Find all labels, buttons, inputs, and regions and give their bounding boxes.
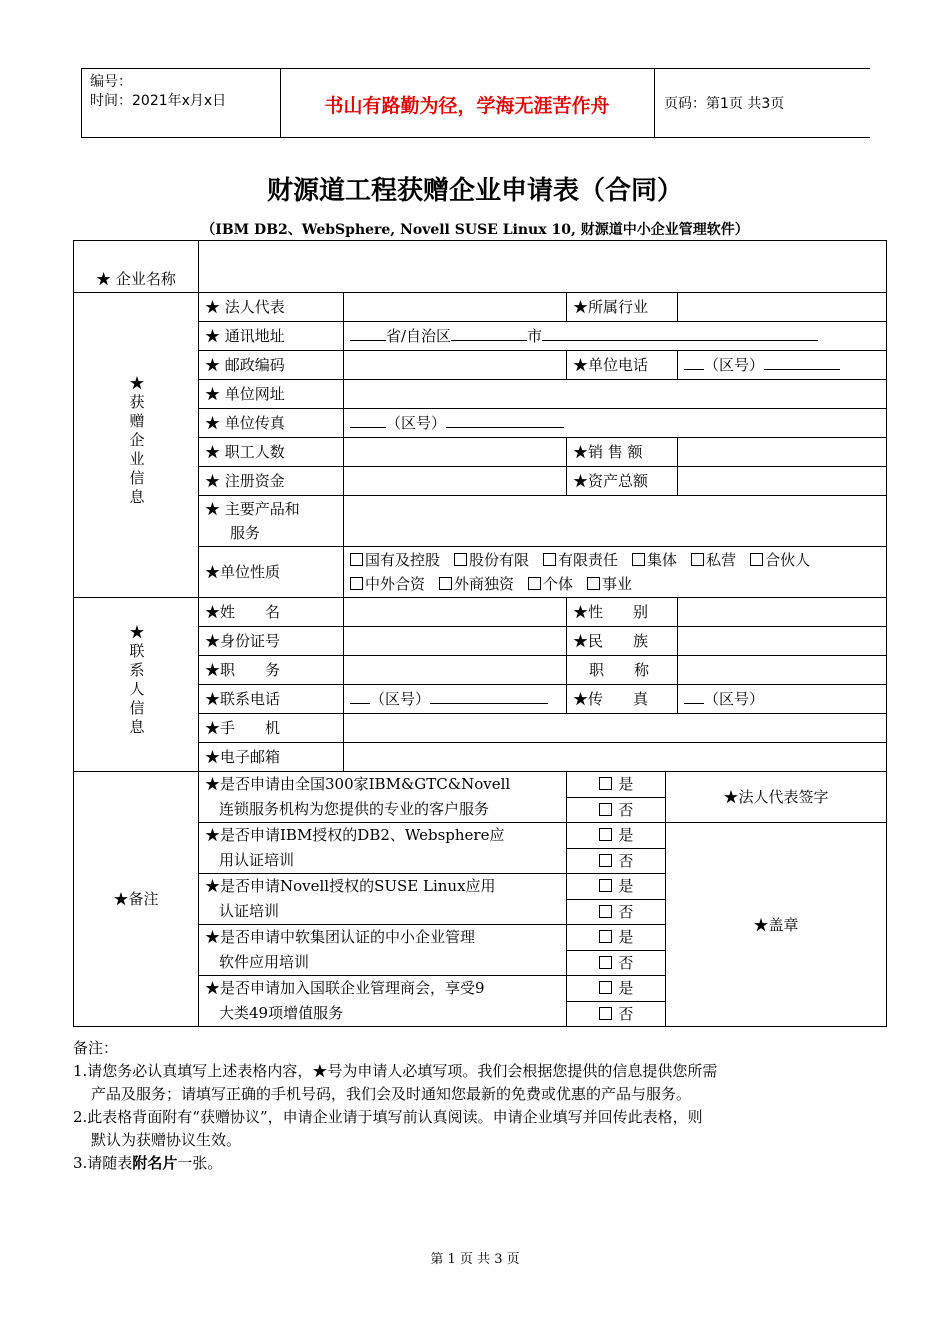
nature-options: [344, 547, 887, 598]
yes-option[interactable]: 是: [567, 874, 666, 900]
title-label: 职 称: [567, 656, 678, 685]
note-2: 2.此表格背面附有“获赠协议”，申请企业请于填写前认真阅读。申请企业填写并回传此表格，则: [73, 1108, 703, 1126]
unit-phone-label: ★单位电话: [567, 351, 678, 380]
email-label: ★电子邮箱: [199, 743, 344, 772]
question-ibm-service: ★是否申请由全国300家IBM&GTC&Novell 连锁服务机构为您提供的专业的客户服务: [199, 772, 567, 823]
header-meta: [90, 73, 226, 111]
contact-fax-label: ★传 真: [567, 685, 678, 714]
industry-label: ★所属行业: [567, 293, 678, 322]
checkbox-icon[interactable]: [528, 577, 541, 590]
yes-option[interactable]: 是: [567, 823, 666, 849]
gender-input[interactable]: [678, 598, 887, 627]
industry-input[interactable]: [678, 293, 887, 322]
seal-label: ★盖章: [666, 823, 887, 1027]
company-name-input[interactable]: [199, 241, 887, 293]
signature-label: ★法人代表签字: [666, 772, 887, 823]
notes-heading: 备注：: [73, 1039, 119, 1057]
nature-option[interactable]: 事业: [587, 575, 632, 593]
yes-option[interactable]: 是: [567, 925, 666, 951]
nature-option[interactable]: 私营: [691, 551, 736, 569]
yes-option[interactable]: 是: [567, 976, 666, 1002]
ethnicity-label: ★民 族: [567, 627, 678, 656]
notes-section: [73, 1037, 813, 1175]
id-number-label: ★身份证号: [199, 627, 344, 656]
checkbox-icon[interactable]: [350, 577, 363, 590]
yes-option[interactable]: 是: [567, 772, 666, 798]
mobile-input[interactable]: [344, 714, 887, 743]
email-input[interactable]: [344, 743, 887, 772]
application-form: [73, 240, 886, 1027]
products-label: ★ 主要产品和 服务: [199, 496, 344, 547]
legal-rep-label: ★ 法人代表: [199, 293, 344, 322]
checkbox-icon[interactable]: [750, 553, 763, 566]
question-novell-training: ★是否申请Novell授权的SUSE Linux应用 认证培训: [199, 874, 567, 925]
assets-label: ★资产总额: [567, 467, 678, 496]
question-ibm-training: ★是否申请IBM授权的DB2、Websphere应 用认证培训: [199, 823, 567, 874]
page-subtitle: （IBM DB2、WebSphere, Novell SUSE Linux 10, 财源道中小企业管理软件）: [201, 222, 749, 238]
postcode-label: ★ 邮政编码: [199, 351, 344, 380]
name-label: ★姓 名: [199, 598, 344, 627]
note-1-cont: 产品及服务；请填写正确的手机号码，我们会及时通知您最新的免费或优惠的产品与服务。: [91, 1085, 692, 1103]
contact-phone-label: ★联系电话: [199, 685, 344, 714]
postcode-input[interactable]: [344, 351, 567, 380]
question-chamber-membership: ★是否申请加入国联企业管理商会，享受9 大类49项增值服务: [199, 976, 567, 1027]
page-header: [81, 68, 870, 138]
fax-input[interactable]: （区号）: [344, 409, 887, 438]
time-label: 时间：2021年x月x日: [90, 93, 227, 109]
sales-input[interactable]: [678, 438, 887, 467]
contact-fax-input[interactable]: （区号）: [678, 685, 887, 714]
gender-label: ★性 别: [567, 598, 678, 627]
header-motto: 书山有路勤为径，学海无涯苦作舟: [324, 95, 610, 117]
sales-label: ★销 售 额: [567, 438, 678, 467]
page-number-label: 页码：第1页 共3页: [664, 96, 785, 112]
page-footer: 第 1 页 共 3 页: [430, 1252, 520, 1267]
mobile-label: ★手 机: [199, 714, 344, 743]
no-option[interactable]: 否: [567, 899, 666, 925]
name-input[interactable]: [344, 598, 567, 627]
assets-input[interactable]: [678, 467, 887, 496]
note-3: 3.请随表附名片一张。: [73, 1154, 223, 1172]
position-label: ★职 务: [199, 656, 344, 685]
nature-option[interactable]: 股份有限: [454, 551, 529, 569]
nature-option[interactable]: 外商独资: [439, 575, 514, 593]
legal-rep-input[interactable]: [344, 293, 567, 322]
checkbox-icon[interactable]: [454, 553, 467, 566]
address-input[interactable]: 省/自治区 市: [344, 322, 887, 351]
nature-option[interactable]: 个体: [528, 575, 573, 593]
nature-option[interactable]: 有限责任: [543, 551, 618, 569]
header-divider: [81, 69, 82, 137]
note-1: 1.请您务必认真填写上述表格内容，★号为申请人必填写项。我们会根据您提供的信息提供您所需: [73, 1062, 718, 1080]
checkbox-icon[interactable]: [439, 577, 452, 590]
website-input[interactable]: [344, 380, 887, 409]
no-option[interactable]: 否: [567, 950, 666, 976]
checkbox-icon[interactable]: [587, 577, 600, 590]
capital-label: ★ 注册资金: [199, 467, 344, 496]
employees-label: ★ 职工人数: [199, 438, 344, 467]
section-contact-info: ★联系人信息: [74, 598, 199, 772]
nature-option[interactable]: 合伙人: [750, 551, 810, 569]
fax-label: ★ 单位传真: [199, 409, 344, 438]
checkbox-icon[interactable]: [350, 553, 363, 566]
no-option[interactable]: 否: [567, 848, 666, 874]
no-option[interactable]: 否: [567, 1001, 666, 1027]
nature-label: ★单位性质: [199, 547, 344, 598]
nature-option[interactable]: 国有及控股: [350, 551, 440, 569]
number-label: 编号：: [90, 74, 132, 90]
address-label: ★ 通讯地址: [199, 322, 344, 351]
capital-input[interactable]: [344, 467, 567, 496]
note-2-cont: 默认为获赠协议生效。: [91, 1131, 242, 1149]
header-divider: [654, 69, 655, 137]
checkbox-icon[interactable]: [691, 553, 704, 566]
unit-phone-input[interactable]: （区号）: [678, 351, 887, 380]
title-input[interactable]: [678, 656, 887, 685]
no-option[interactable]: 否: [567, 797, 666, 823]
contact-phone-input[interactable]: （区号）: [344, 685, 567, 714]
position-input[interactable]: [344, 656, 567, 685]
products-input[interactable]: [344, 496, 887, 547]
nature-option[interactable]: 集体: [632, 551, 677, 569]
question-software-training: ★是否申请中软集团认证的中小企业管理 软件应用培训: [199, 925, 567, 976]
section-company-info: ★获赠企业信息: [74, 293, 199, 598]
ethnicity-input[interactable]: [678, 627, 887, 656]
nature-option[interactable]: 中外合资: [350, 575, 425, 593]
website-label: ★ 单位网址: [199, 380, 344, 409]
checkbox-icon[interactable]: [543, 553, 556, 566]
company-name-label: ★ 企业名称: [74, 241, 199, 293]
page-title: 财源道工程获赠企业申请表（合同）: [266, 176, 683, 206]
employees-input[interactable]: [344, 438, 567, 467]
id-number-input[interactable]: [344, 627, 567, 656]
checkbox-icon[interactable]: [632, 553, 645, 566]
remarks-label: ★备注: [74, 772, 199, 1027]
